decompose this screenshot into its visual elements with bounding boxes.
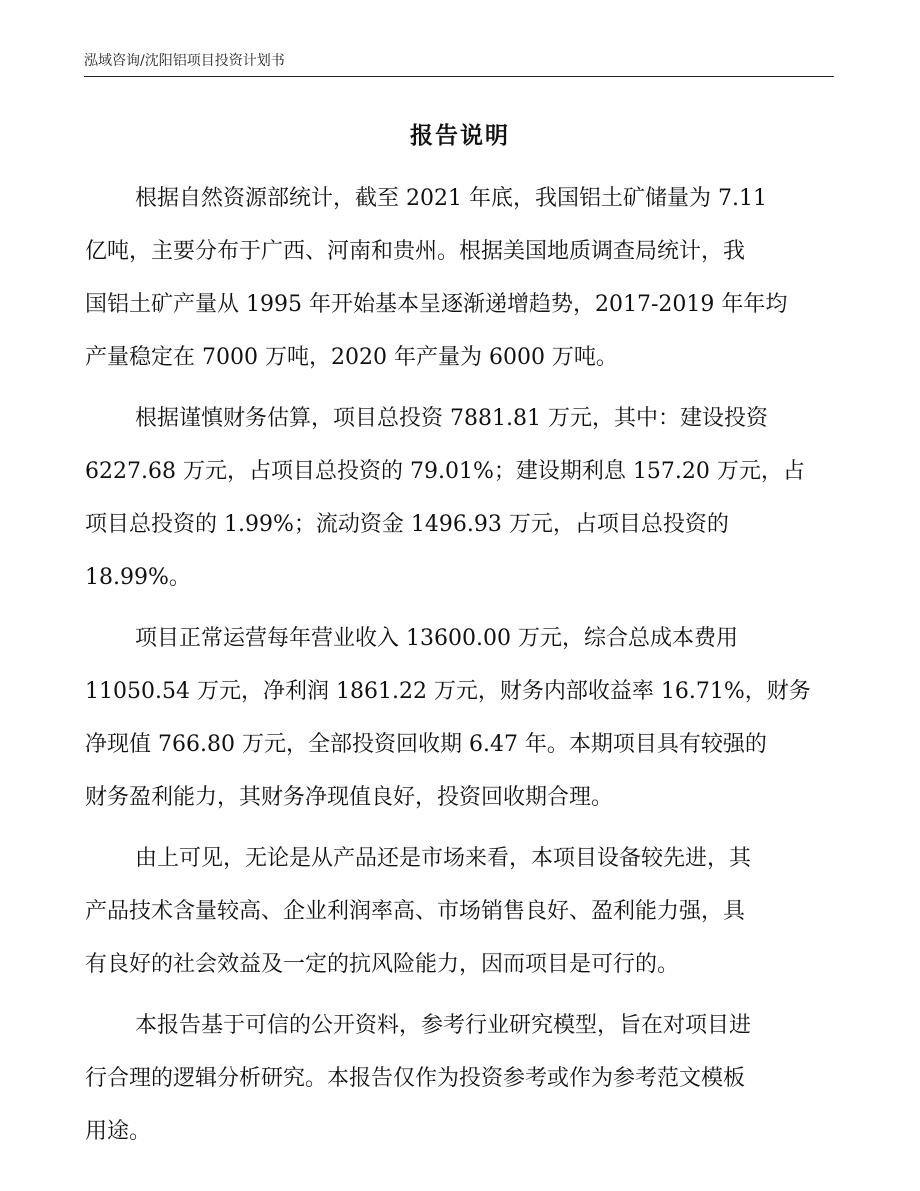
paragraph-gap	[85, 604, 835, 612]
paragraph-line: 项目总投资的 1.99%；流动资金 1496.93 万元，占项目总投资的	[85, 512, 729, 537]
paragraph-line: 项目正常运营每年营业收入 13600.00 万元，综合总成本费用	[135, 626, 738, 651]
paragraph-line: 11050.54 万元，净利润 1861.22 万元，财务内部收益率 16.71%，财务	[85, 679, 811, 704]
header-rule	[84, 76, 834, 77]
paragraph-investment	[85, 392, 835, 604]
paragraph-line: 有良好的社会效益及一定的抗风险能力，因而项目是可行的。	[85, 952, 680, 977]
paragraph-line: 国铝土矿产量从 1995 年开始基本呈逐渐递增趋势，2017-2019 年年均	[85, 292, 788, 317]
paragraph-line: 产量稳定在 7000 万吨，2020 年产量为 6000 万吨。	[85, 345, 618, 370]
paragraph-reserves	[85, 172, 835, 384]
running-header: 泓域咨询/沈阳铝项目投资计划书	[84, 53, 285, 69]
paragraph-line: 净现值 766.80 万元，全部投资回收期 6.47 年。本期项目具有较强的	[85, 732, 767, 757]
paragraph-line: 本报告基于可信的公开资料，参考行业研究模型，旨在对项目进	[135, 1013, 752, 1038]
paragraph-line: 根据自然资源部统计，截至 2021 年底，我国铝土矿储量为 7.11	[135, 186, 767, 211]
paragraph-gap	[85, 384, 835, 392]
paragraph-conclusion	[85, 832, 835, 991]
paragraph-line: 用途。	[85, 1119, 152, 1144]
paragraph-line: 由上可见，无论是从产品还是市场来看，本项目设备较先进，其	[135, 846, 752, 871]
paragraph-line: 18.99%。	[85, 565, 191, 590]
paragraph-line: 6227.68 万元，占项目总投资的 79.01%；建设期利息 157.20 万元，占	[85, 459, 805, 484]
paragraph-disclaimer	[85, 999, 835, 1158]
paragraph-financials	[85, 612, 835, 824]
paragraph-line: 亿吨，主要分布于广西、河南和贵州。根据美国地质调查局统计，我	[85, 239, 746, 264]
paragraph-gap	[85, 824, 835, 832]
paragraph-gap	[85, 991, 835, 999]
report-body	[85, 172, 835, 1158]
page-title: 报告说明	[410, 122, 510, 149]
paragraph-line: 行合理的逻辑分析研究。本报告仅作为投资参考或作为参考范文模板	[85, 1066, 746, 1091]
paragraph-line: 财务盈利能力，其财务净现值良好，投资回收期合理。	[85, 785, 614, 810]
paragraph-line: 产品技术含量较高、企业利润率高、市场销售良好、盈利能力强，具	[85, 899, 746, 924]
paragraph-line: 根据谨慎财务估算，项目总投资 7881.81 万元，其中：建设投资	[135, 406, 768, 431]
